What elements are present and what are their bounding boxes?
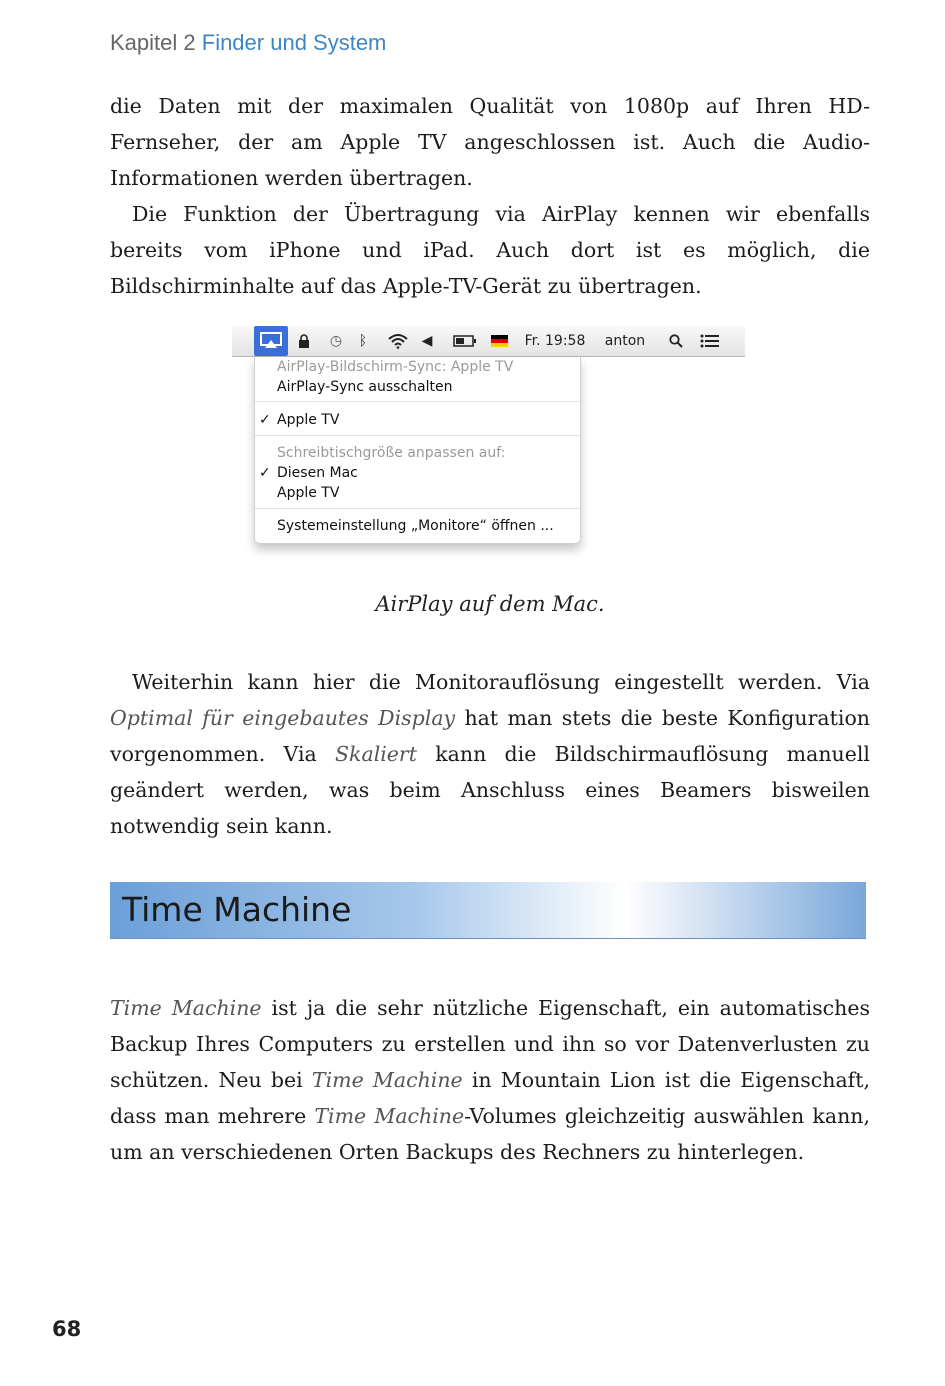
- menu-item-this-mac[interactable]: [255, 463, 580, 483]
- chapter-label: Kapitel 2: [110, 30, 196, 55]
- text-run: Weiterhin kann hier die Monitorauflösung eingestellt werden. Via: [132, 670, 870, 694]
- emphasis-optimal-display: Optimal für eingebautes Display: [110, 706, 456, 730]
- time-machine-icon[interactable]: ◷: [329, 333, 343, 349]
- menu-item-apple-tv-size[interactable]: [255, 483, 580, 503]
- emphasis-scaled: Skaliert: [335, 742, 417, 766]
- menu-separator: [255, 435, 580, 436]
- menubar-user[interactable]: anton: [604, 333, 646, 349]
- bluetooth-icon[interactable]: ᛒ: [358, 333, 368, 349]
- checkmark-icon: ✓: [259, 412, 271, 428]
- menu-header-sync-status-label: AirPlay-Bildschirm-Sync: Apple TV: [277, 359, 514, 375]
- menu-item-this-mac-label: Diesen Mac: [277, 465, 358, 481]
- menu-item-apple-tv-size-label: Apple TV: [277, 485, 340, 501]
- text-run: -Volumes gleichzeitig auswählen kann, um an verschiedenen Orten Backups des Rechners zu hinterlegen.: [110, 1104, 870, 1164]
- menu-header-desktop-size: [255, 443, 580, 463]
- text-run: hat man stets die beste Konfiguration vorgenommen. Via: [110, 706, 870, 766]
- spotlight-search-icon[interactable]: [666, 326, 686, 356]
- menu-item-apple-tv-label: Apple TV: [277, 412, 340, 428]
- page-number: 68: [52, 1317, 82, 1341]
- menu-separator: [255, 508, 580, 509]
- menubar-clock[interactable]: Fr. 19:58: [524, 333, 586, 349]
- volume-icon[interactable]: ◀: [421, 333, 433, 349]
- paragraph-2: Die Funktion der Übertragung via AirPlay kennen wir ebenfalls bereits vom iPhone und iPad. Auch dort ist es möglich, die Bildschirminhalte auf das Apple-TV-Gerät zu übertragen.: [110, 202, 870, 298]
- running-header: [110, 30, 386, 56]
- notification-center-icon[interactable]: [698, 326, 722, 356]
- airplay-icon[interactable]: [254, 326, 288, 356]
- menu-item-monitor-preferences-label: Systemeinstellung „Monitore“ öffnen ...: [277, 518, 554, 534]
- section-title: Time Machine: [122, 890, 352, 929]
- wifi-icon[interactable]: [386, 326, 410, 356]
- chapter-title: Finder und System: [201, 30, 387, 55]
- german-flag-icon[interactable]: [491, 335, 508, 347]
- menu-header-sync-status: [255, 357, 580, 377]
- lock-icon[interactable]: [296, 326, 312, 356]
- menu-separator: [255, 401, 580, 402]
- text-run: in Mountain Lion ist die Eigenschaft, dass man mehrere: [110, 1068, 871, 1128]
- menu-item-airplay-sync-off-label: AirPlay-Sync ausschalten: [277, 379, 453, 395]
- paragraph-4: [110, 990, 870, 1170]
- figure-caption: AirPlay auf dem Mac.: [375, 592, 605, 616]
- emphasis-time-machine: Time Machine: [311, 1068, 463, 1092]
- emphasis-time-machine: Time Machine: [110, 996, 262, 1020]
- menu-header-desktop-size-label: Schreibtischgröße anpassen auf:: [277, 445, 506, 461]
- battery-icon[interactable]: [452, 326, 478, 356]
- menu-item-apple-tv[interactable]: [255, 410, 580, 430]
- emphasis-time-machine: Time Machine: [314, 1104, 465, 1128]
- resolution-text: [110, 664, 870, 844]
- menu-item-monitor-preferences[interactable]: [255, 516, 580, 536]
- paragraph-1: die Daten mit der maximalen Qualität von 1080p auf Ihren HD-Fernseher, der am Apple TV angeschlossen ist. Auch die Audio-Informationen werden übertragen.: [110, 94, 870, 190]
- time-machine-text: [110, 990, 870, 1170]
- paragraph-3: [110, 664, 870, 844]
- menu-item-airplay-sync-off[interactable]: [255, 377, 580, 397]
- text-run: ist ja die sehr nützliche Eigenschaft, ein automatisches Backup Ihres Computers zu erstellen und ihn so vor Datenverlusten zu schützen. Neu bei: [110, 996, 870, 1092]
- intro-text: [110, 88, 870, 304]
- checkmark-icon: ✓: [259, 465, 271, 481]
- menu-bar: [232, 326, 745, 357]
- text-run: kann die Bildschirmauflösung manuell geändert werden, was beim Anschluss eines Beamers bisweilen notwendig sein kann.: [110, 742, 870, 838]
- flag-stripe-gold: [491, 343, 508, 347]
- section-heading-bar: [110, 882, 866, 939]
- airplay-screenshot-figure: [232, 326, 745, 548]
- airplay-dropdown-menu: [254, 357, 581, 544]
